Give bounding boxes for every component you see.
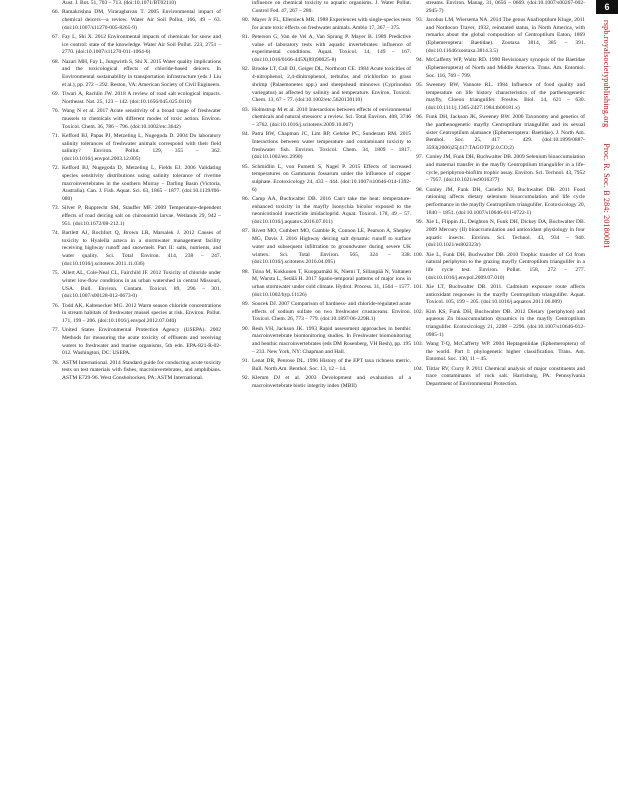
reference-number: 90. xyxy=(242,325,249,332)
reference-text: Fay L, Shi X. 2012 Environmental impacts of chemicals for snow and ice control: state of the knowledge. Water Air Soil Pollut. 223, 2751 – 2770. (doi:10.1007/s11270-011-1064-6) xyxy=(62,34,221,56)
reference-text: Kefford BJ, Papas PJ, Metzeling L, Nugegoda D. 2004 Do laboratory salinity tolerances of freshwater animals correspond with their field salinity? Environ. Pollut. 129, 355 – 362. (doi:10.1016/j.envpol.2003.12.005) xyxy=(62,132,221,162)
reference-item xyxy=(409,57,585,80)
reference-number: 68. xyxy=(52,58,59,65)
reference-text: Tsloa M, Kokkonen T, Kuoppamäki K, Niemi T, Sillanpää N, Valtanen M, Warsta L, Setälä H. 2017 Spatio-temporal patterns of major ions in urban stormwater under cold climate. Hydrol. Process. 31, 1564 – 1577. (doi:10.1002/hyp.11126) xyxy=(252,268,411,298)
reference-item xyxy=(235,17,411,32)
reference-item xyxy=(409,252,585,283)
reference-item xyxy=(235,301,411,324)
reference-text: Silver P, Rupprecht SM, Stauffer MF. 2009 Temperature-dependent effects of road deicing salt on chironomid larvae. Wetlands 29, 942 – 951. (doi:10.1672/08-212.1) xyxy=(62,205,221,227)
reference-item xyxy=(45,34,221,57)
reference-text: Brooke LT, Call DJ, Geiger DL, Northcott CE. 1984 Acute toxicities of 4-nitrophenol, 2,4-dinitrophenol, terbufos and trichlorfon to grass shrimp (Palaemonetes spp.) and sheepshead minnows (Cyprinodon variegatus) as affected by salinity and temperature. Environ. Toxicol. Chem. 13, 67 – 77. (doi:10.1002/etc.5620130110) xyxy=(252,66,411,104)
reference-item xyxy=(409,154,585,185)
reference-text: Xie L, Funk DH, Buchwalter DB. 2010 Trophic transfer of Cd from natural periphyton to the grazing mayfly Centroptilum triangulifer in a life cycle test. Environ. Pollut. 158, 272 – 277. (doi:10.1016/j.envpol.2009.07.010) xyxy=(426,251,585,281)
reference-number: 91. xyxy=(242,358,249,365)
reference-text: Wang N et al. 2017 Acute sensitivity of a broad range of freshwater mussels to chemicals with different modes of toxic action. Environ. Toxicol. Chem. 36, 786 – 796. (doi:10.1002/etc.3642) xyxy=(62,108,221,130)
reference-text: Kim KS, Funk DH, Buchwalter DB. 2012 Dietary (periphyton) and aqueous Zn bioaccumulation dynamics in the mayfly Centroptilum triangulifer. Ecotoxicology 21, 2288 – 2296. (doi:10.1007/s10646-012-0985-1) xyxy=(426,308,585,338)
reference-number: 95. xyxy=(416,81,423,88)
reference-item xyxy=(409,82,585,113)
reference-number: 81. xyxy=(242,34,249,40)
reference-text: Peterson G, Van de Vel A, Van Sprang P. Mayer B. 1989 Predictive value of laboratory tests with aquatic invertebrates: influence of experimental conditions. Aquat. Toxicol. 14, 149 – 167. (doi:10.1016/0166-445X(89)90025-8) xyxy=(252,34,411,64)
page-number: 6 xyxy=(596,0,618,14)
reference-text: Xie LT, Buchwalter DB. 2011. Cadmium exposure route affects antioxidant responses in the mayfly Centroptilum triangulifer. Aquat. Toxicol. 105, 199 – 205. (doi:10.1016/j.aquatox.2011.06.009) xyxy=(426,283,585,306)
reference-number: 104. xyxy=(413,365,423,372)
reference-number: 101. xyxy=(413,283,423,290)
reference-number: 87. xyxy=(242,228,249,235)
reference-number: 86. xyxy=(242,196,249,203)
reference-item xyxy=(45,270,221,301)
reference-text: Rivett MO, Cuthbert MO, Gamble R, Connon LE, Pearson A, Shepley MG, Davis J. 2016 Highway deicing salt dynamic runoff to surface water and subsequent infiltration to groundwater during severe UK winters. Sci. Total Environ. 565, 324 – 338. (doi:10.1016/j.scitotenv.2016.04.095) xyxy=(252,228,411,266)
running-header xyxy=(602,20,611,249)
reference-text: Soucek DJ. 2007 Comparison of hardness- and chloride-regulated acute effects of sodium sulfate on two freshwater crustaceans. Environ. Toxicol. Chem. 26, 773 – 779. (doi:10.1897/06-229R.1) xyxy=(252,300,411,323)
reference-number: 72. xyxy=(52,165,59,172)
reference-item xyxy=(409,366,585,389)
reference-number: 70. xyxy=(52,108,59,115)
reference-number: 99. xyxy=(416,219,423,226)
reference-continuation: Aust. J. Bot. 51, 703 – 713. (doi:10.1071/BT02110) xyxy=(62,0,176,6)
reference-item xyxy=(235,131,411,162)
reference-text: Klemm DJ et al. 2003 Development and evaluation of a macroinvertebrate biotic integrity index (MBII) xyxy=(252,375,411,389)
reference-item xyxy=(235,375,411,390)
reference-number: 100. xyxy=(413,251,423,258)
reference-number: 88. xyxy=(242,268,249,275)
reference-item xyxy=(235,34,411,65)
article-citation: Proc. R. Soc. B 284: 20180081 xyxy=(602,143,611,249)
reference-item xyxy=(235,228,411,267)
reference-text: Tiwari A, Rachlin JW. 2018 A review of road salt ecological impacts. Northeast. Nat. 25, 123 – 142. (doi:10.1656/045.025.0110) xyxy=(62,91,221,105)
reference-text: Holmstrup M et al. 2010 Interactions between effects of environmental chemicals and natural stressors: a review. Sci. Total Environ. 408, 3746 – 3762. (doi:10.1016/j.scitotenv.2009.10.067) xyxy=(252,106,411,128)
reference-continuation: streams. Environ. Manag. 31, 0656 – 0669. (doi:10.1007/s00267-002-2945-7) xyxy=(426,0,585,14)
reference-item xyxy=(45,303,221,326)
reference-number: 93. xyxy=(416,17,423,23)
reference-text: United States Environmental Protection Agency (USEPA). 2002 Methods for measuring the acute toxicity of effluents and receiving waters to freshwater and marine organisms, 5th edn. EPA-821-R-02-012. Washington, DC: USEPA. xyxy=(62,327,221,357)
reference-text: Kefford BJ, Nugegoda D, Metzeling L, Fields EJ. 2006 Validating species sensitivity distributions using salinity tolerance of riverine macroinvertebrates in the southern Murray – Darling Basin (Victoria, Australia). Can. J. Fish. Aquat. Sci. 63, 1865 – 1877. (doi:10.1139/f06-080) xyxy=(62,165,221,203)
reference-number: 89. xyxy=(242,300,249,307)
reference-number: 84. xyxy=(242,131,249,138)
reference-item xyxy=(235,164,411,195)
reference-item xyxy=(45,360,221,383)
reference-number: 98. xyxy=(416,186,423,193)
reference-item xyxy=(45,133,221,164)
reference-number: 66. xyxy=(52,9,59,16)
reference-item xyxy=(45,327,221,358)
reference-number: 75. xyxy=(52,270,59,277)
reference-number: 102. xyxy=(413,308,423,315)
reference-text: McCafferty WP, Waltz RD. 1990 Revisionary synopsis of the Baetidae (Ephemeroptera) of North and Middle America. Trans. Am. Entomol. Soc. 116, 769 – 799. xyxy=(426,57,585,79)
reference-item xyxy=(409,219,585,250)
reference-item xyxy=(45,91,221,106)
reference-item xyxy=(235,196,411,227)
reference-item xyxy=(235,107,411,130)
reference-text: Jacobus LM, Wiersema NA. 2014 The genus Anafroptilum Kluge, 2011 and Nordocon Traver, 1932, reinstated status, in North America, with remarks about the global composition of Centroptilum Eaton, 1869 (Ephemeroptera: Baetidae). Zootaxa 3814, 385 – 391. (doi:10.11646/zootaxa.3814.3.5) xyxy=(426,17,585,54)
reference-text: ASTM International. 2014 Standard guide for conducting acute toxicity tests on test materials with fishes, macroinvertebrates, and amphibians. ASTM E729-96. West Conshohocken, PA: ASTM International. xyxy=(62,359,221,382)
reference-number: 94. xyxy=(416,57,423,64)
reference-item xyxy=(235,269,411,300)
reference-item xyxy=(409,114,585,153)
reference-number: 67. xyxy=(52,34,59,40)
reference-text: Lenat DR, Penrose DL. 1996 History of the EPT taxa richness metric. Bull. North Am. Benthol. Soc. 13, 12 – 14. xyxy=(252,358,411,372)
journal-site[interactable]: rspb.royalsocietypublishing.org xyxy=(602,20,611,128)
reference-item xyxy=(409,309,585,340)
reference-item xyxy=(45,108,221,131)
reference-text: Conley JM, Funk DH, Cariello NJ, Buchwalter DB. 2011 Food rationing affects dietary selenium bioaccumulation and life cycle performance in the mayfly Centroptilum triangulifer. Ecotoxicology 20, 1840 – 1851. (doi:10.1007/s10646-011-0722-1) xyxy=(426,186,585,216)
reference-item xyxy=(235,326,411,357)
reference-text: Camp AA, Buchwalter DB. 2016 Can't take the heat: temperature-enhanced toxicity in the mayfly Isonychia bicolor exposed to the neonicotinoid insecticide imidacloprid. Aquat. Toxicol. 178, 49 – 57. (doi:10.1016/j.aquatox.2016.07.011) xyxy=(252,196,411,226)
reference-text: Funk DH, Jackson JK, Sweeney BW. 2006 Taxonomy and genetics of the parthenogenetic mayfly Centroptilum triangulifer and its sexual sister Centroptilum alamance (Ephemeroptera: Baetidae). J. North Am. Benthol. Soc. 25, 417 – 429. (doi:10.1899/0887-3593(2006)25[417:TAGOTP]2.0.CO;2) xyxy=(426,114,585,152)
reference-number: 73. xyxy=(52,205,59,212)
reference-text: Sweeney BW, Vannote RL. 1984 Influence of food quality and temperature on life history characteristics of the parthenogenetic mayfly, Cloeon triangulifer. Freshw. Biol. 14, 621 – 630. (doi:10.1111/j.1365-2427.1984.tb00181.x) xyxy=(426,81,585,111)
reference-text: Ramakrishna DM, Viraraghavan T. 2005 Environmental impact of chemical deicers—a review. Water Air Soil Pollut. 166, 49 – 63. (doi:10.1007/s11270-005-8265-9) xyxy=(62,9,221,31)
reference-text: Todd AK, Kaltenecker MG. 2012 Warm season chloride concentrations in stream habitats of freshwater mussel species at risk. Environ. Pollut. 171, 199 – 206. (doi:10.1016/j.envpol.2012.07.040) xyxy=(62,302,221,324)
reference-text: Conley JM, Funk DH, Buchwalter DB. 2009 Selenium bioaccumulation and maternal transfer in the mayfly Centroptilum triangulifer in a life-cycle, periphyton-biofilm trophic assay. Environ. Sci. Technol. 43, 7952 – 7957. (doi:10.1021/es9016377) xyxy=(426,154,585,184)
reference-number: 76. xyxy=(52,302,59,309)
reference-text: Allert AL, Cole-Neal CL, Fairchild JF. 2012 Toxicity of chloride under winter low-flow conditions in an urban watershed in central Missouri, USA. Bull. Environ. Contam. Toxicol. 89, 296 – 301. (doi:10.1007/s00128-012-0673-0) xyxy=(62,270,221,300)
reference-number: 96. xyxy=(416,114,423,121)
reference-item xyxy=(409,284,585,307)
reference-item xyxy=(45,230,221,269)
reference-continuation: influence on chemical toxicity to aquatic organisms. J. Water Pollut. Control Fed. 47, 267 – 280. xyxy=(252,0,411,14)
reference-text: Bartlett AJ, Rochfort Q, Brown LR, Marsalek J. 2012 Causes of toxicity to Hyalella azteca in a stormwater management facility receiving highway runoff and snowmelt. Part II: salts, nutrients, and water quality. Sci. Total Environ. 414, 238 – 247. (doi:10.1016/j.scitotenv.2011.11.036) xyxy=(62,230,221,267)
reference-number: 80. xyxy=(242,17,249,23)
reference-text: Tiitlar RV, Curry P. 2011 Chemical analysis of major constituents and trace contaminants of rock salt. Harrisburg, PA: Pennsylvania Department of Environmental Protection. xyxy=(426,365,585,388)
reference-text: Patra RW, Chapman JC, Lim RP, Gehrke PC, Sunderam RM. 2015 Interactions between water temperature and contaminant toxicity to freshwater fish. Environ. Toxicol. Chem. 34, 1809 – 1817. (doi:10.1002/etc.2990) xyxy=(252,131,411,161)
reference-number: 92. xyxy=(242,375,249,382)
reference-number: 77. xyxy=(52,327,59,334)
reference-text: Schmidlin L, von Fumetti S, Nagel P. 2015 Effects of increased temperatures on Gammarus fossarum under the influence of copper sulphate. Ecotoxicology 24, 433 – 444. (doi:10.1007/s10646-014-1392-6) xyxy=(252,163,411,193)
reference-number: 82. xyxy=(242,66,249,73)
reference-item xyxy=(45,165,221,204)
reference-number: 74. xyxy=(52,230,59,237)
reference-number: 83. xyxy=(242,106,249,113)
references-column-2 xyxy=(235,0,411,392)
reference-text: Resh VH, Jackson JK. 1993 Rapid assessment approaches in benthic macroinvertebrate biomonitoring studies. In Freshwater biomonitoring and benthic macroinvertebrates (eds DM Rosenberg, VH Resh), pp. 195 – 233. New York, NY: Chapman and Hall. xyxy=(252,325,411,355)
reference-number: 78. xyxy=(52,359,59,366)
reference-text: Xie L, Flippin JL, Deighton N, Funk DH, Dickey DA, Buchwalter DB. 2009 Mercury (II) bioaccumulation and antioxidant physiology in four aquatic insects. Environ. Sci. Technol. 43, 934 – 940. (doi:10.1021/es802323r) xyxy=(426,219,585,249)
reference-item xyxy=(45,205,221,228)
reference-number: 97. xyxy=(416,154,423,161)
reference-number: 69. xyxy=(52,91,59,98)
reference-item xyxy=(235,358,411,373)
reference-item xyxy=(45,59,221,90)
references-column-3 xyxy=(409,0,585,390)
reference-text: Nazari MH, Fay L, Jungwirth S, Shi X. 2015 Water quality implications and the toxicological effects of chloride-based deicers. In Environmental sustainability in transportation infrastructure (eds J Liu et al.), pp. 272 – 292. Reston, VA: American Society of Civil Engineers. xyxy=(62,58,221,88)
reference-item xyxy=(45,9,221,32)
reference-number: 85. xyxy=(242,163,249,170)
reference-item xyxy=(409,187,585,218)
reference-number: 71. xyxy=(52,132,59,139)
reference-text: Mayer Jr FL, Ellersieck MR. 1988 Experiences with single-species tests for acute toxic effects on freshwater animals. Ambio 17, 367 – 375. xyxy=(252,17,411,31)
reference-number: 103. xyxy=(413,341,423,348)
references-column-1 xyxy=(45,0,221,384)
reference-item xyxy=(235,66,411,105)
reference-text: Wang T-Q, McCafferty WP. 2004 Heptageniidae (Ephemeroptera) of the world. Part I: phylogenetic higher classification. Trans. Am. Entomol. Soc. 130, 11 – 45. xyxy=(426,341,585,363)
reference-item xyxy=(409,341,585,364)
reference-item xyxy=(409,17,585,56)
